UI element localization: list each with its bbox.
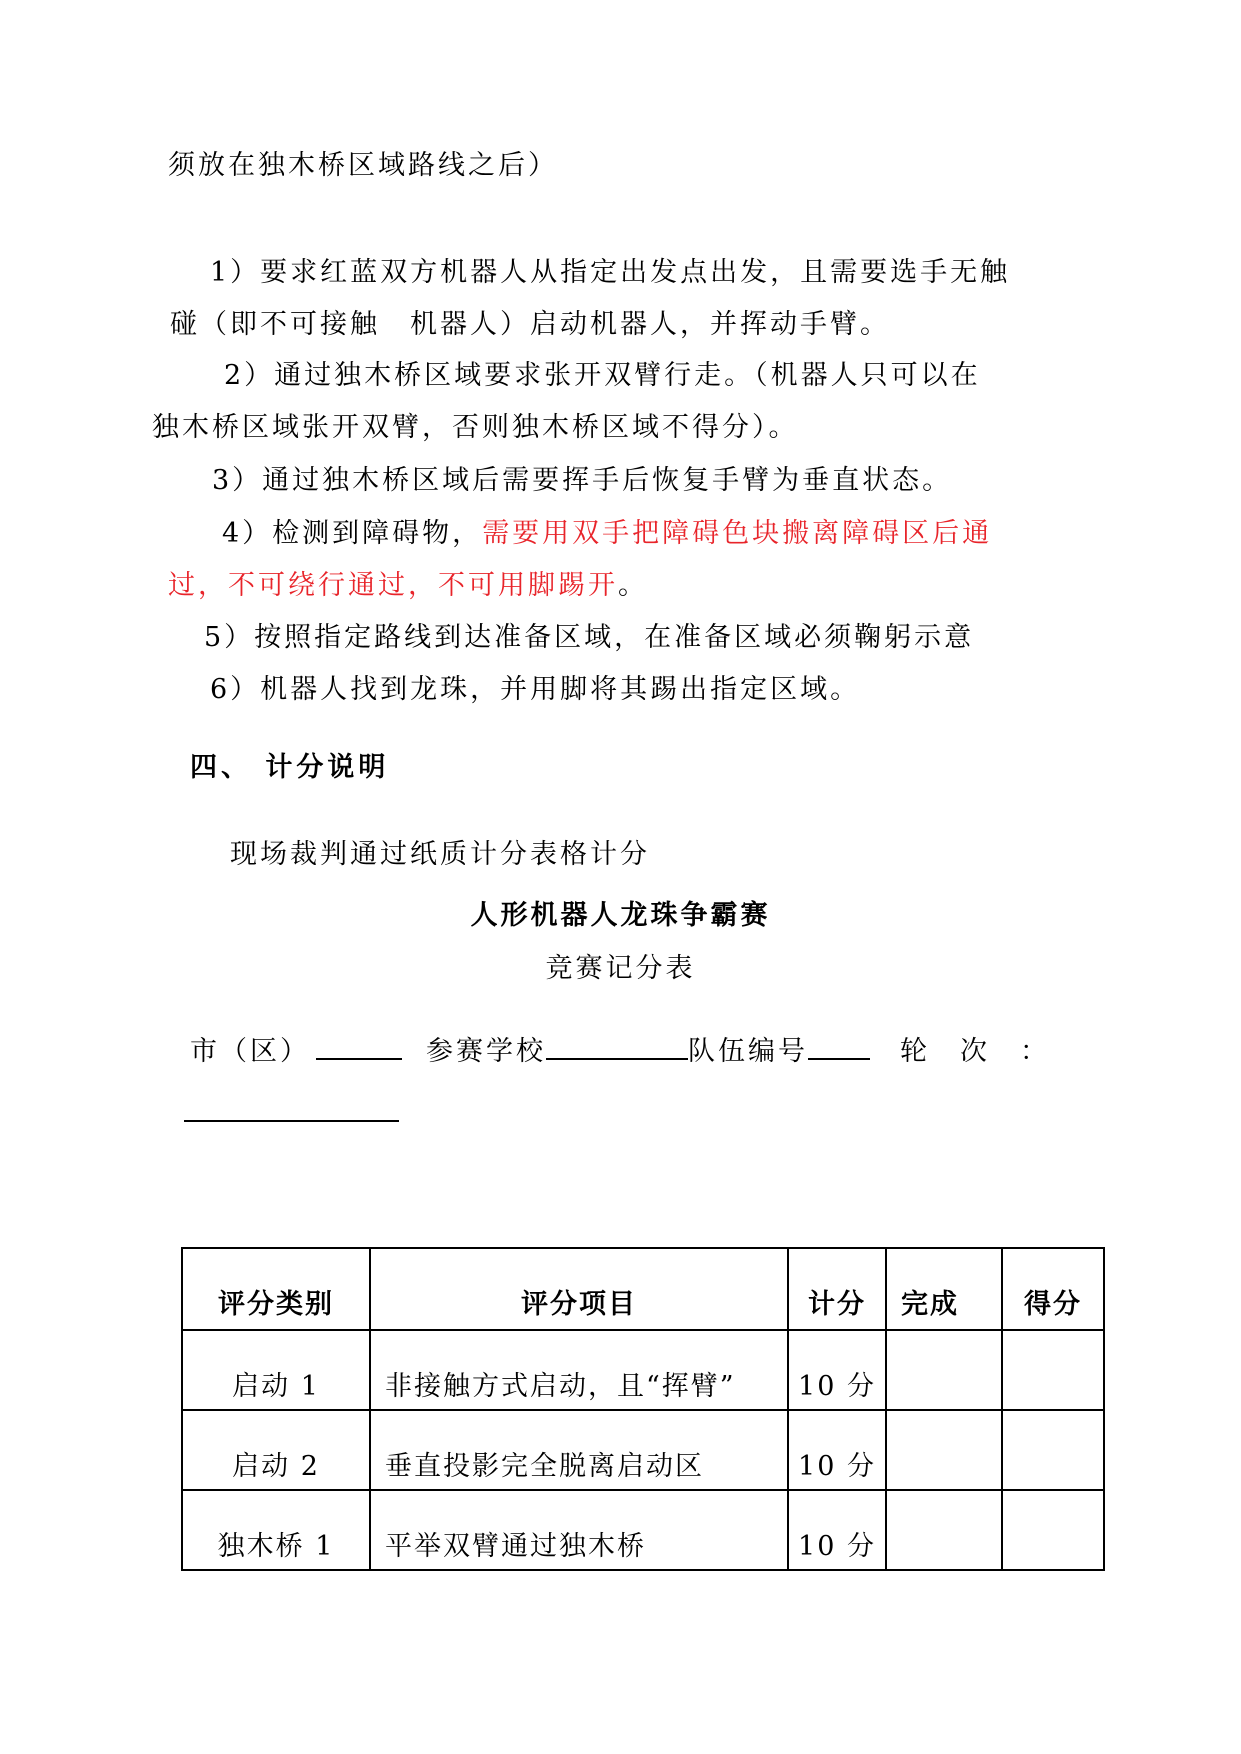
team-blank[interactable] bbox=[808, 1032, 870, 1060]
section-intro: 现场裁判通过纸质计分表格计分 bbox=[230, 839, 650, 870]
form-line bbox=[190, 1032, 1050, 1070]
rule-3: 3）通过独木桥区域后需要挥手后恢复手臂为垂直状态。 bbox=[212, 465, 953, 496]
rule-4-text: 4）检测到障碍物， bbox=[222, 518, 483, 549]
header-item: 评分项目 bbox=[370, 1248, 788, 1330]
rule-4-line-2 bbox=[168, 568, 648, 604]
row-category: 启动 2 bbox=[182, 1410, 370, 1490]
rule-1-line-2: 碰（即不可接触 机器人）启动机器人，并挥动手臂。 bbox=[170, 309, 890, 340]
rule-4-end: 。 bbox=[618, 570, 648, 601]
rule-4-highlight-cont: 过，不可绕行通过，不可用脚踢开 bbox=[168, 570, 618, 601]
row-done-cell[interactable] bbox=[886, 1490, 1002, 1570]
section-heading: 四、 计分说明 bbox=[190, 752, 390, 783]
row-score-cell[interactable] bbox=[1002, 1410, 1104, 1490]
row-item: 平举双臂通过独木桥 bbox=[370, 1490, 788, 1570]
table-row bbox=[182, 1330, 1104, 1410]
rule-4-line-1 bbox=[222, 516, 992, 552]
rule-1-line-1: 1）要求红蓝双方机器人从指定出发点出发，且需要选手无触 bbox=[210, 257, 1011, 288]
row-item: 垂直投影完全脱离启动区 bbox=[370, 1410, 788, 1490]
table-row bbox=[182, 1490, 1104, 1570]
row-score-cell[interactable] bbox=[1002, 1490, 1104, 1570]
round-label: 轮 次 ： bbox=[900, 1036, 1050, 1067]
header-score: 得分 bbox=[1002, 1248, 1104, 1330]
city-blank[interactable] bbox=[316, 1032, 402, 1060]
score-table bbox=[181, 1247, 1105, 1571]
row-points: 10 分 bbox=[788, 1410, 886, 1490]
row-score-cell[interactable] bbox=[1002, 1330, 1104, 1410]
header-category: 评分类别 bbox=[182, 1248, 370, 1330]
row-category: 启动 1 bbox=[182, 1330, 370, 1410]
row-category: 独木桥 1 bbox=[182, 1490, 370, 1570]
header-points: 计分 bbox=[788, 1248, 886, 1330]
rule-5: 5）按照指定路线到达准备区域，在准备区域必须鞠躬示意 bbox=[204, 622, 975, 653]
row-done-cell[interactable] bbox=[886, 1330, 1002, 1410]
row-points: 10 分 bbox=[788, 1330, 886, 1410]
city-label: 市（区） bbox=[190, 1036, 310, 1067]
rule-2-line-1: 2）通过独木桥区域要求张开双臂行走。（机器人只可以在 bbox=[224, 360, 981, 391]
team-label: 队伍编号 bbox=[688, 1036, 808, 1067]
score-sheet-title: 人形机器人龙珠争霸赛 bbox=[470, 900, 771, 931]
round-blank[interactable] bbox=[184, 1120, 399, 1122]
row-done-cell[interactable] bbox=[886, 1410, 1002, 1490]
table-row bbox=[182, 1410, 1104, 1490]
score-sheet-subtitle: 竞赛记分表 bbox=[545, 953, 696, 984]
paragraph-continued: 须放在独木桥区域路线之后） bbox=[168, 150, 558, 181]
rule-4-highlight: 需要用双手把障碍色块搬离障碍区后通 bbox=[482, 518, 993, 549]
header-done: 完成 bbox=[886, 1248, 1002, 1330]
rule-6: 6）机器人找到龙珠，并用脚将其踢出指定区域。 bbox=[210, 674, 861, 705]
rule-2-line-2: 独木桥区域张开双臂，否则独木桥区域不得分）。 bbox=[152, 412, 799, 443]
row-points: 10 分 bbox=[788, 1490, 886, 1570]
school-label: 参赛学校 bbox=[426, 1036, 546, 1067]
school-blank[interactable] bbox=[546, 1032, 688, 1060]
row-item: 非接触方式启动，且“挥臂” bbox=[370, 1330, 788, 1410]
table-header-row bbox=[182, 1248, 1104, 1330]
